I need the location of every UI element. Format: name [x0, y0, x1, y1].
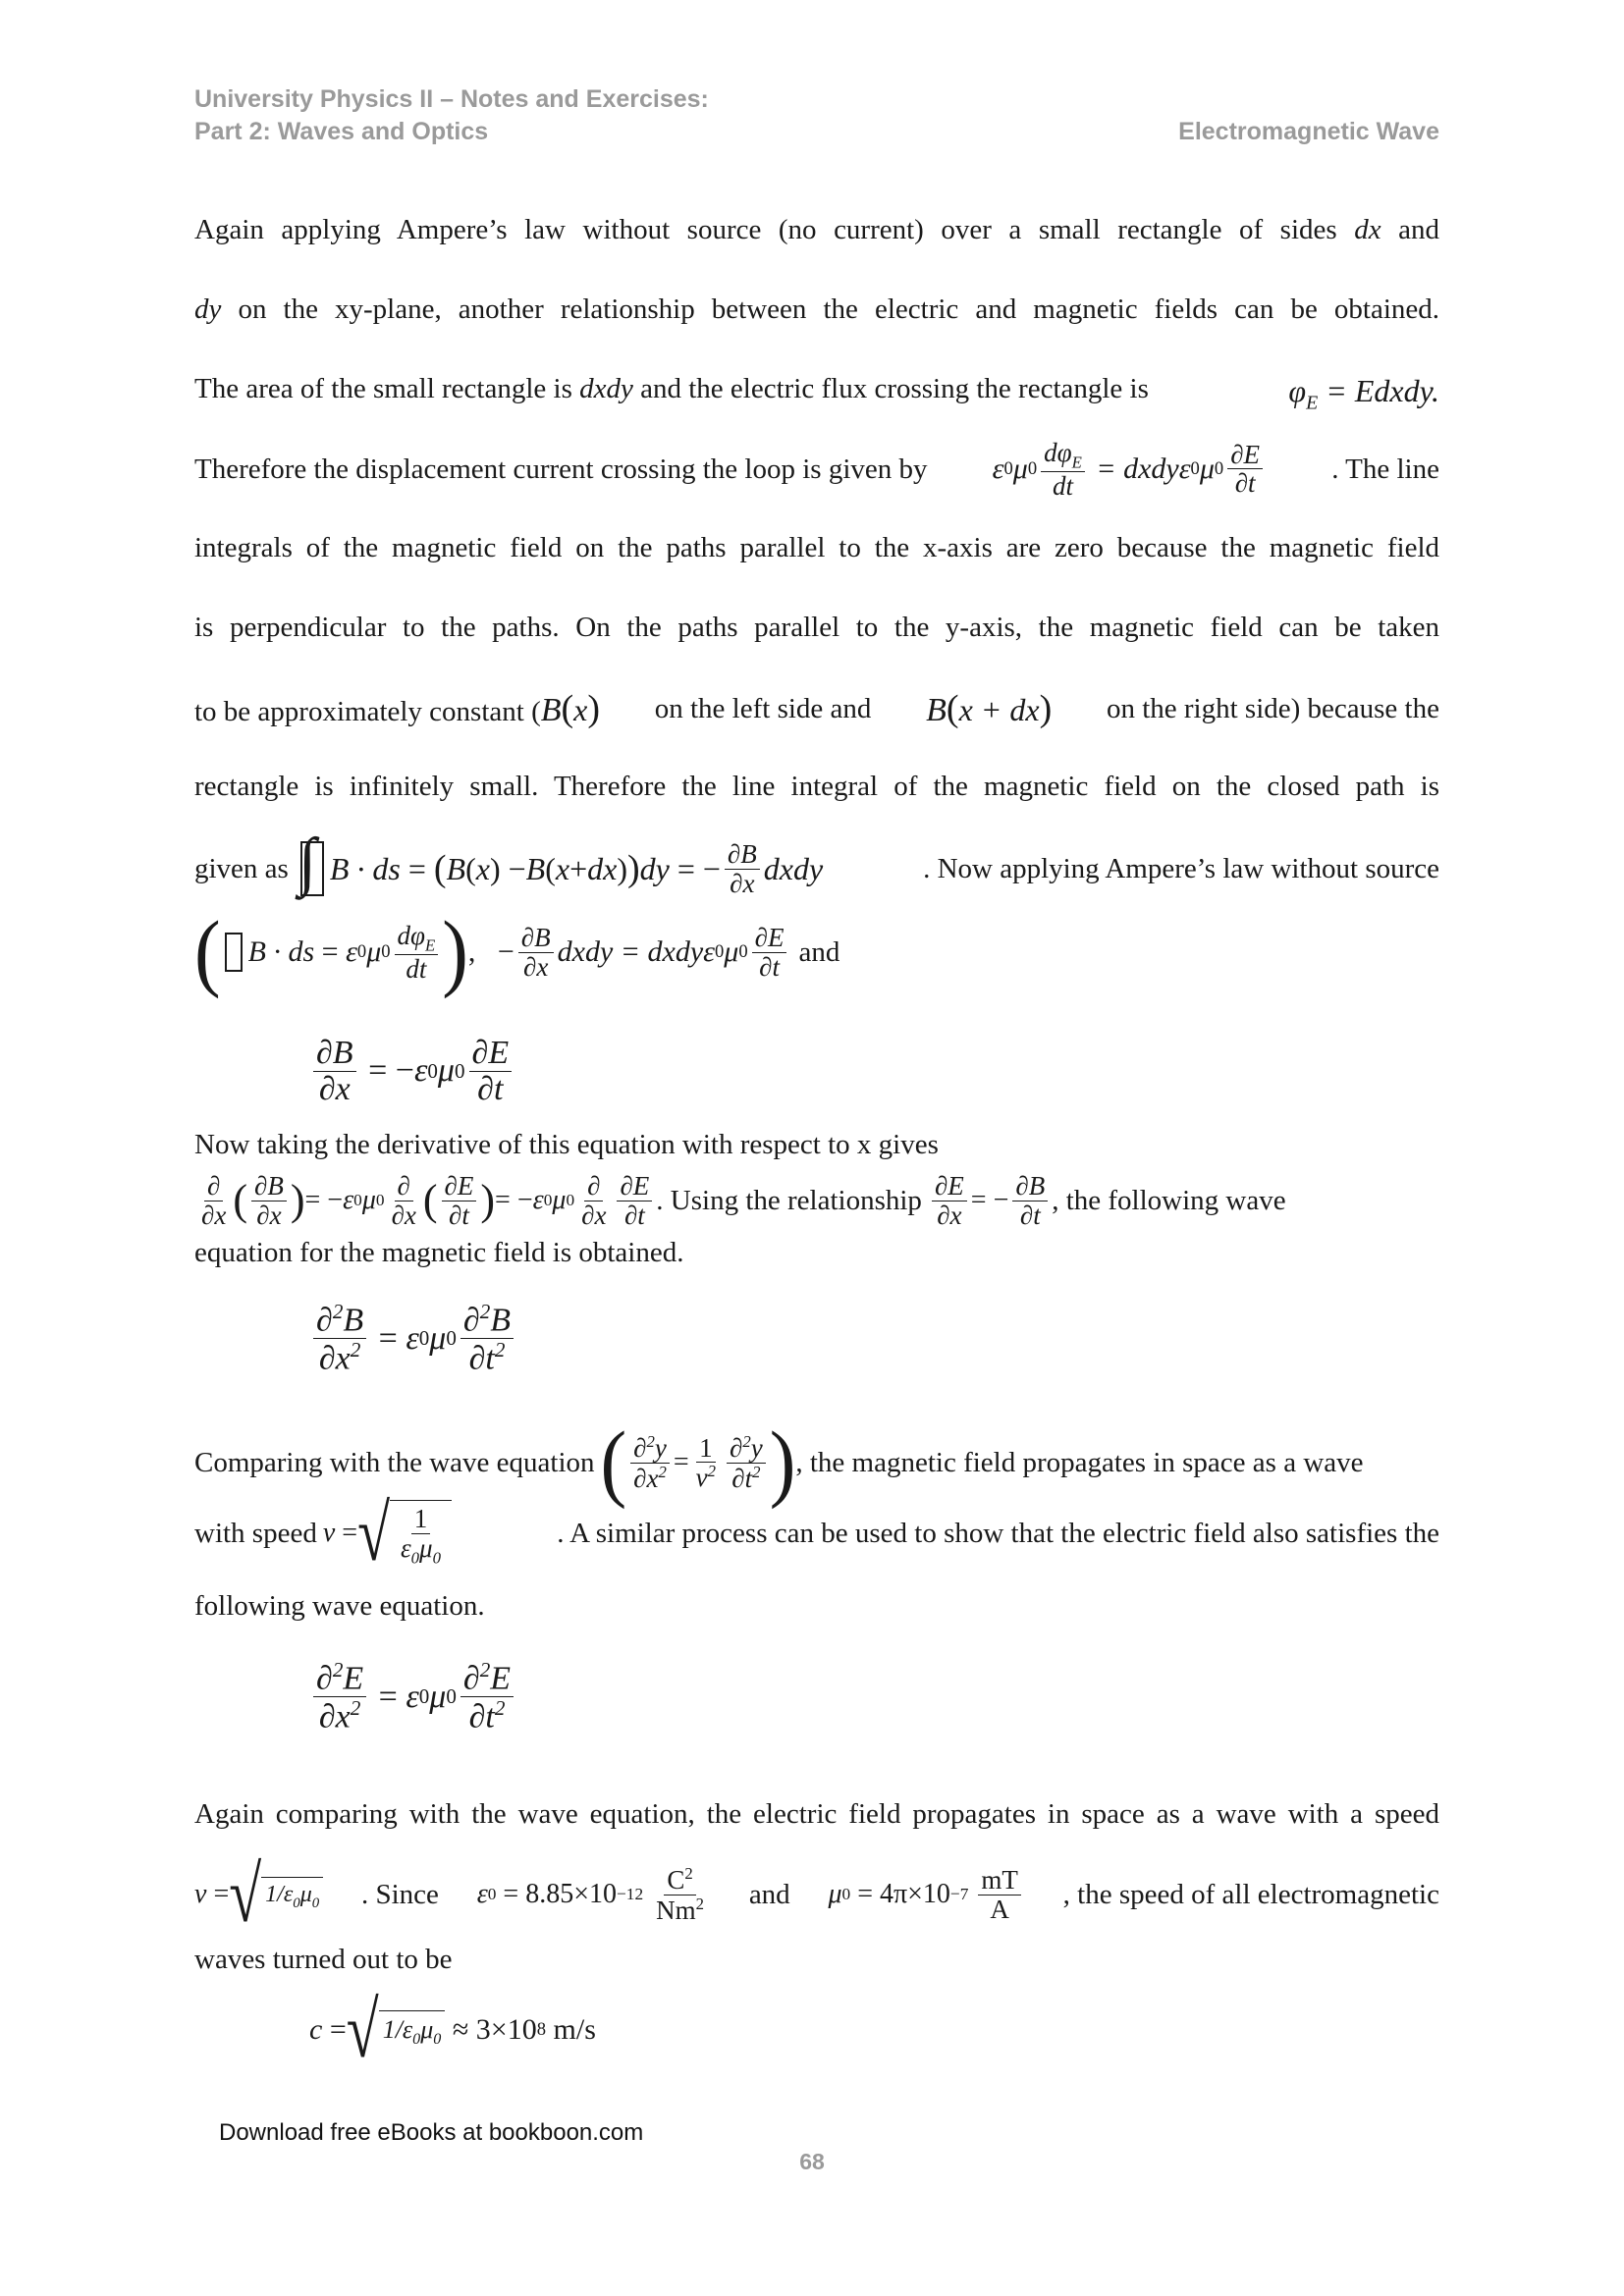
- p1-line4: Therefore the displacement current crossing the loop is given by ε 0 μ 0 $\frac{d\varphi_E}{dt}$ = dxdyε 0 μ 0 $\frac{\partial E}{\partial t}$ . The line: [194, 437, 1439, 501]
- speed-expr-E: v = √ $1/\varepsilon_0\mu_0$: [194, 1865, 323, 1924]
- p2-line1: Now taking the derivative of this equation with respect to x gives: [194, 1129, 939, 1160]
- download-link[interactable]: Download free eBooks at bookboon.com: [219, 2119, 644, 2146]
- p1-line6: is perpendicular to the paths. On the paths parallel to the y-axis, the magnetic field can be taken: [194, 612, 1439, 643]
- derivative-expr: $\frac{\partial}{\partial x}$ ( $\frac{\partial B}{\partial x}$ ) = − ε 0 μ 0 $\frac{\partial}{\partial x}$ ( $\frac{\partial E}{\partial t}$ ) = − ε 0 μ 0 $\frac{\partial}{\partial x}$ $\frac{\partial E}{\partial t}$: [194, 1172, 656, 1229]
- p1-line5: integrals of the magnetic field on the paths parallel to the x-axis are zero because the magnetic field: [194, 532, 1439, 563]
- p3-line3: following wave equation.: [194, 1590, 485, 1622]
- p2-line2: $\frac{\partial}{\partial x}$ ( $\frac{\partial B}{\partial x}$ ) = − ε 0 μ 0 $\frac{\partial}{\partial x}$ ( $\frac{\partial E}{\partial t}$ ) = − ε 0 μ 0 $\frac{\partial}{\partial x}$ $\frac{\partial E}{\partial t}$ . Using the relationship $\frac{\partial E}{\partial x}$ = − $\frac{\partial B}{\partial t}$ , the following wave: [194, 1168, 1439, 1233]
- mu-value: μ 0 = 4π×10 −7 $\frac{mT}{A}$: [828, 1866, 1024, 1923]
- p2-line3: equation for the magnetic field is obtained.: [194, 1237, 684, 1268]
- p1-line1: Again applying Ampere’s law without source (no current) over a small rectangle of sides dx and: [194, 214, 1440, 245]
- p1-line7: to be approximately constant (B(x) on the left side and B(x + dx) on the right side) because the: [194, 688, 1439, 729]
- p1-line3: The area of the small rectangle is dxdy and the electric flux crossing the rectangle is $\varphi_E$ = Edxdy.: [194, 373, 1439, 414]
- relationship-expr: $\frac{\partial E}{\partial x}$ = − $\frac{\partial B}{\partial t}$: [928, 1172, 1052, 1229]
- part-title: Part 2: Waves and Optics: [194, 118, 489, 145]
- closed-line-integral: ∫ B · ds = ( B ( x ) − B ( x + dx ) ) dy = − $\frac{\partial B}{\partial x}$ dxdy: [298, 826, 824, 898]
- p4-line1: Again comparing with the wave equation, the electric field propagates in space as a wave with a speed: [194, 1798, 1439, 1830]
- p1-line2: dy on the xy-plane, another relationship between the electric and magnetic fields can be obtained.: [194, 294, 1439, 325]
- p1-line8: rectangle is infinitely small. Therefore the line integral of the magnetic field on the closed path is: [194, 771, 1439, 802]
- book-title: University Physics II – Notes and Exercises:: [194, 85, 709, 113]
- general-wave-equation: ( $\frac{\partial^2y}{\partial x^2}$ = $\frac{1}{v^2}$ $\frac{\partial^2y}{\partial t^2}$ ): [600, 1415, 796, 1511]
- chapter-title: Electromagnetic Wave: [1178, 118, 1439, 145]
- p1-line9: given as ∫ B · ds = ( B ( x ) − B ( x + dx ) ) dy = − $\frac{\partial B}{\partial x}$ dxdy . Now applying Ampere’s law without source: [194, 826, 1439, 898]
- wave-equation-B: $\frac{\partial^2B}{\partial x^2}$ = ε 0 μ 0 $\frac{\partial^2B}{\partial t^2}$: [309, 1301, 517, 1376]
- p4-line3: waves turned out to be: [194, 1944, 453, 1975]
- epsilon-value: ε 0 = 8.85×10 −12 $\frac{C^2}{Nm^2}$: [476, 1864, 705, 1925]
- p1-line10: ( B · ds = ε 0 μ 0 $\frac{d\varphi_E}{dt}$ ) , − $\frac{\partial B}{\partial x}$ dxdy = dxdyε 0 μ 0 $\frac{\partial E}{\partial t}$ and: [194, 904, 840, 1000]
- page-number: 68: [799, 2149, 825, 2174]
- displacement-current-expr: ε 0 μ 0 $\frac{d\varphi_E}{dt}$ = dxdyε 0 μ 0 $\frac{\partial E}{\partial t}$: [993, 439, 1267, 500]
- wave-equation-E: $\frac{\partial^2E}{\partial x^2}$ = ε 0 μ 0 $\frac{\partial^2E}{\partial t^2}$: [309, 1659, 517, 1735]
- p4-line2: v = √ $1/\varepsilon_0\mu_0$ . Since ε 0 = 8.85×10 −12 $\frac{C^2}{Nm^2}$ and μ 0 = 4π×10 −7 $\frac{mT}{A}$ , the speed of all electromagnetic: [194, 1850, 1439, 1939]
- p3-line1: Comparing with the wave equation ( $\frac{\partial^2y}{\partial x^2}$ = $\frac{1}{v^2}$ $\frac{\partial^2y}{\partial t^2}$ ) , the magnetic field propagates in space as a wave: [194, 1415, 1364, 1511]
- equation-dB-dx: $\frac{\partial B}{\partial x}$ = − ε 0 μ 0 $\frac{\partial E}{\partial t}$: [309, 1036, 515, 1106]
- speed-of-light-equation: c = √ $1/\varepsilon_0\mu_0$ ≈ 3×10 8 m/s: [309, 1986, 596, 2074]
- speed-expr-B: v = √ $\frac{1}{\varepsilon_0\mu_0}$: [323, 1500, 452, 1566]
- ampere-law-expr: ( B · ds = ε 0 μ 0 $\frac{d\varphi_E}{dt}$ ) , − $\frac{\partial B}{\partial x}$ dxdy = dxdyε 0 μ 0 $\frac{\partial E}{\partial t}$: [194, 913, 790, 991]
- p3-line2: with speed v = √ $\frac{1}{\varepsilon_0\mu_0}$ . A similar process can be used to show that the electric field also satisfies the: [194, 1489, 1439, 1577]
